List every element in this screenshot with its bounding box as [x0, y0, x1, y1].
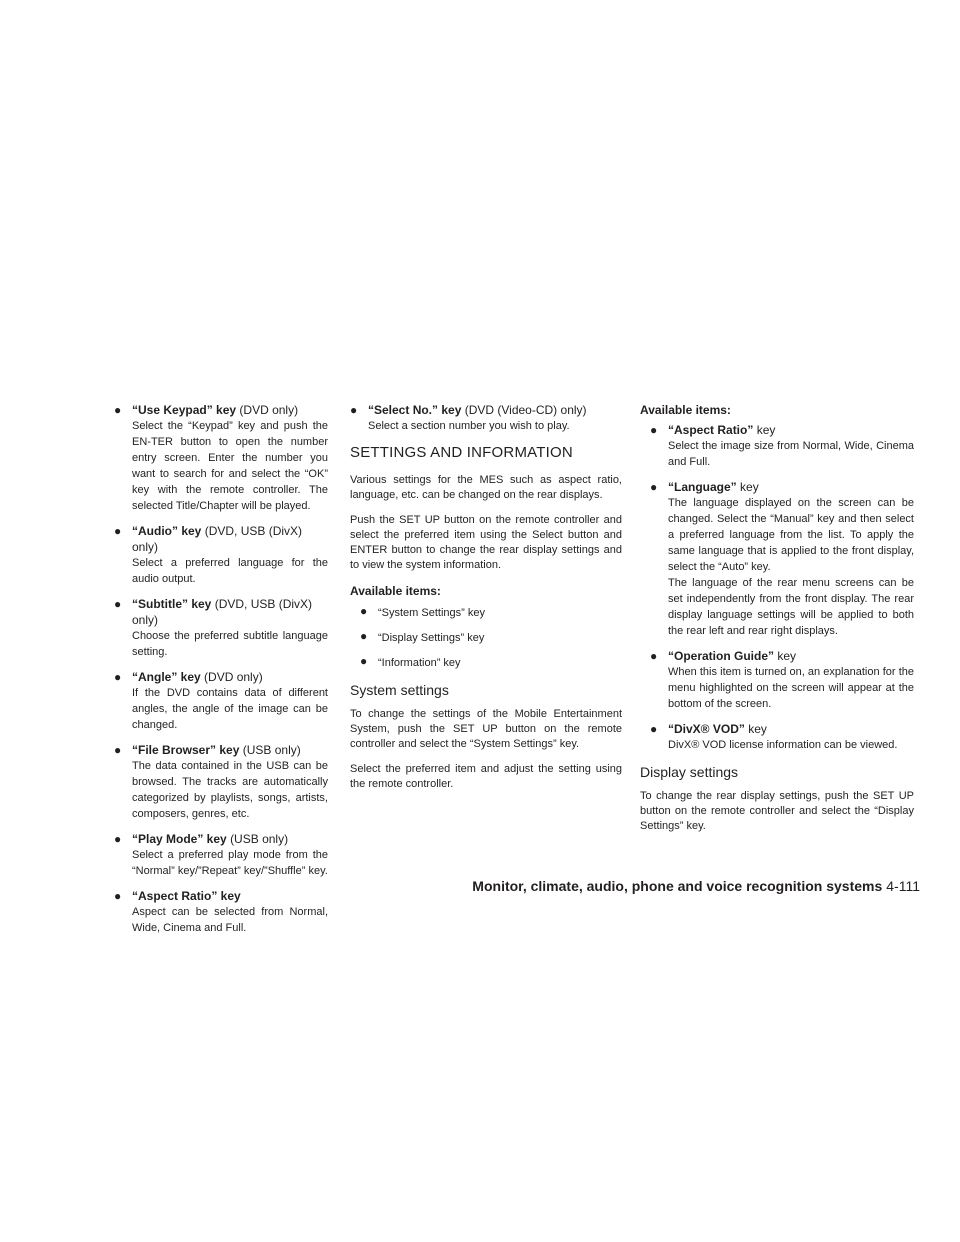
column-left [114, 402, 328, 945]
item-description: Select the image size from Normal, Wide, Cinema and Full. [668, 440, 914, 468]
bullet-icon: ● [114, 743, 122, 757]
item-note: (USB only) [242, 743, 301, 757]
paragraph: Various settings for the MES such as aspect ratio, language, etc. can be changed on the rear displays. [350, 474, 622, 501]
item-note: (DVD, USB (DivX) only) [132, 597, 313, 627]
list-item [114, 402, 328, 514]
paragraph: To change the rear display settings, push the SET UP button on the remote controller and select the “Display Settings” key. [640, 790, 914, 832]
bullet-icon: ● [360, 629, 368, 643]
item-description: Choose the preferred subtitle language setting. [132, 630, 328, 658]
list-item [640, 479, 914, 639]
list-item [640, 648, 914, 712]
item-description: When this item is turned on, an explanation for the menu highlighted on the screen will appear at the bottom of the screen. [668, 666, 914, 710]
list-item [114, 523, 328, 587]
bullet-icon: ● [650, 722, 658, 736]
item-suffix: key [777, 649, 797, 663]
item-title: “Language” [668, 480, 737, 494]
bullet-icon: ● [114, 670, 122, 684]
bullet-icon: ● [650, 423, 658, 437]
item-title: “Operation Guide” [668, 649, 775, 663]
list-item [114, 888, 328, 936]
item-description-2: The language of the rear menu screens can be set independently from the front display. The rear display language settings will be applied to both the rear left and rear right displays. [668, 577, 914, 637]
bullet-icon: ● [350, 403, 358, 417]
bullet-icon: ● [650, 649, 658, 663]
list-item [640, 422, 914, 470]
item-title: “Play Mode” key [132, 832, 227, 846]
bullet-icon: ● [114, 889, 122, 903]
item-suffix: key [748, 722, 767, 736]
item-suffix: key [740, 480, 759, 494]
paragraph: Select the preferred item and adjust the setting using the remote controller. [350, 763, 622, 790]
list-item [114, 742, 328, 822]
item-title: “Select No.” key [368, 403, 462, 417]
bullet-icon: ● [360, 654, 368, 668]
sub-heading: Display settings [640, 764, 739, 780]
item-title: “Use Keypad” key [132, 403, 237, 417]
list-item [114, 831, 328, 879]
bullet-icon: ● [114, 832, 122, 846]
list-item [640, 721, 914, 753]
item-title: “Audio” key [132, 524, 202, 538]
item-title: “Aspect Ratio” key [132, 889, 241, 903]
available-items-label: Available items: [640, 403, 731, 417]
paragraph: To change the settings of the Mobile Entertainment System, push the SET UP button on the remote controller and select the “System Settings” key. [350, 708, 622, 750]
item-note: (USB only) [230, 832, 289, 846]
available-items-label: Available items: [350, 584, 441, 598]
item-title: “Angle” key [132, 670, 201, 684]
item-description: Select the “Keypad” key and push the EN-TER button to open the number entry screen. Enter the number you want to search for and select the “OK” key with the remote controller. The selected Title/Chapter will be played. [132, 420, 328, 512]
bullet-icon: ● [114, 524, 122, 538]
list-item [114, 669, 328, 733]
page-number: 4-111 [886, 878, 920, 894]
item-note: (DVD, USB (DivX) only) [132, 524, 303, 554]
item-description: DivX® VOD license information can be viewed. [668, 739, 898, 751]
item-note: (DVD (Video-CD) only) [464, 403, 587, 417]
item-suffix: key [756, 423, 776, 437]
page-footer [420, 876, 920, 896]
item-note: (DVD only) [239, 403, 299, 417]
item-title: “Aspect Ratio” [668, 423, 754, 437]
item-title: “File Browser” key [132, 743, 240, 757]
list-item [350, 603, 622, 621]
item-text: “Information” key [378, 657, 461, 669]
column-middle [350, 402, 622, 802]
bullet-icon: ● [650, 480, 658, 494]
item-description: Aspect can be selected from Normal, Wide, Cinema and Full. [132, 906, 328, 934]
bullet-icon: ● [114, 403, 122, 417]
item-text: “Display Settings” key [378, 632, 485, 644]
bullet-icon: ● [114, 597, 122, 611]
list-item [350, 628, 622, 646]
item-description: The language displayed on the screen can be changed. Select the “Manual” key and then select a preferred language from the list. To apply the same language that is applied to the front display, select the “Auto” key. [668, 497, 914, 573]
paragraph: Push the SET UP button on the remote controller and select the preferred item using the Select button and ENTER button to change the rear display settings and to view the system information. [350, 514, 622, 571]
item-note: (DVD only) [204, 670, 263, 684]
item-title: “Subtitle” key [132, 597, 212, 611]
footer-section-title: Monitor, climate, audio, phone and voice recognition systems [472, 878, 883, 894]
item-description: The data contained in the USB can be browsed. The tracks are automatically categorized by playlists, songs, artists, composers, genres, etc. [132, 760, 328, 820]
list-item [114, 596, 328, 660]
sub-heading: System settings [350, 682, 449, 698]
column-right [640, 402, 914, 844]
item-description: Select a preferred language for the audio output. [132, 557, 328, 585]
bullet-icon: ● [360, 604, 368, 618]
item-description: Select a preferred play mode from the “Normal” key/”Repeat” key/”Shuffle” key. [132, 849, 328, 877]
item-description: Select a section number you wish to play. [368, 420, 570, 432]
section-heading: SETTINGS AND INFORMATION [350, 444, 573, 461]
list-item [350, 402, 622, 434]
item-text: “System Settings” key [378, 607, 485, 619]
item-title: “DivX® VOD” [668, 722, 745, 736]
list-item [350, 653, 622, 671]
item-description: If the DVD contains data of different angles, the angle of the image can be changed. [132, 687, 328, 731]
